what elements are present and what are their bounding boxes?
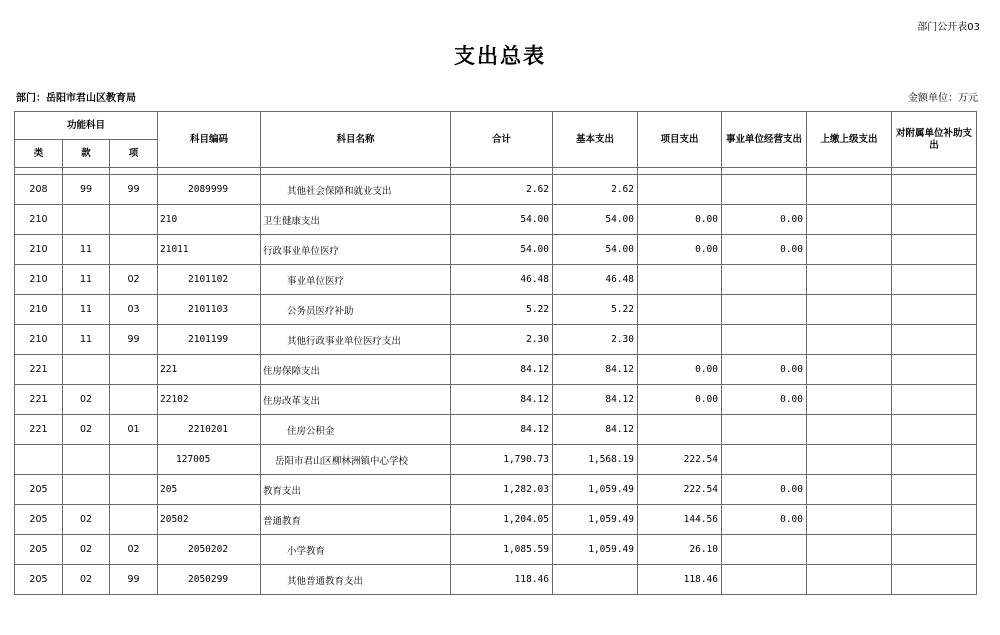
upper-cell (807, 415, 892, 445)
business-cell: 0.00 (722, 505, 807, 535)
upper-cell (807, 385, 892, 415)
table-row (15, 475, 977, 505)
table-row (15, 565, 977, 595)
kuan-cell (63, 475, 110, 505)
kuan-cell: 11 (63, 295, 110, 325)
kuan-cell: 02 (63, 415, 110, 445)
subsidy-cell (892, 325, 977, 355)
basic-cell: 84.12 (553, 415, 638, 445)
unit-label: 金额单位：万元 (908, 93, 978, 104)
name-cell: 行政事业单位医疗 (261, 235, 451, 265)
page-title: 支出总表 (454, 44, 546, 68)
header-func-subject: 功能科目 (15, 112, 158, 140)
total-cell: 2.62 (451, 175, 553, 205)
table-row (15, 265, 977, 295)
table-number-label: 部门公开表03 (917, 22, 980, 33)
basic-cell: 1,059.49 (553, 535, 638, 565)
lei-cell: 221 (15, 355, 63, 385)
subsidy-cell (892, 205, 977, 235)
code-cell: 2101102 (158, 265, 261, 295)
code-cell: 2210201 (158, 415, 261, 445)
expenditure-table (14, 111, 977, 595)
subsidy-cell (892, 475, 977, 505)
table-body (15, 168, 977, 595)
project-cell (638, 325, 722, 355)
subsidy-cell (892, 445, 977, 475)
subsidy-cell (892, 235, 977, 265)
name-cell: 住房公积金 (261, 415, 451, 445)
xiang-cell: 03 (110, 295, 158, 325)
header-lei: 类 (15, 140, 63, 168)
name-cell: 住房保障支出 (261, 355, 451, 385)
name-cell: 普通教育 (261, 505, 451, 535)
project-cell (638, 175, 722, 205)
lei-cell: 221 (15, 415, 63, 445)
name-cell: 公务员医疗补助 (261, 295, 451, 325)
header-project: 项目支出 (638, 112, 722, 168)
header-name: 科目名称 (261, 112, 451, 168)
name-cell: 卫生健康支出 (261, 205, 451, 235)
table-row (15, 175, 977, 205)
basic-cell: 1,568.19 (553, 445, 638, 475)
lei-cell: 210 (15, 205, 63, 235)
subsidy-cell (892, 265, 977, 295)
total-cell: 84.12 (451, 415, 553, 445)
business-cell (722, 295, 807, 325)
project-cell: 222.54 (638, 475, 722, 505)
basic-cell (553, 565, 638, 595)
total-cell: 5.22 (451, 295, 553, 325)
business-cell (722, 415, 807, 445)
upper-cell (807, 355, 892, 385)
kuan-cell (63, 205, 110, 235)
lei-cell (15, 445, 63, 475)
upper-cell (807, 235, 892, 265)
table-row (15, 445, 977, 475)
table-row (15, 415, 977, 445)
business-cell: 0.00 (722, 205, 807, 235)
subsidy-cell (892, 505, 977, 535)
code-cell: 2101103 (158, 295, 261, 325)
code-cell: 221 (158, 355, 261, 385)
project-cell: 0.00 (638, 235, 722, 265)
business-cell (722, 535, 807, 565)
header-basic: 基本支出 (553, 112, 638, 168)
name-cell: 教育支出 (261, 475, 451, 505)
total-cell: 84.12 (451, 385, 553, 415)
xiang-cell: 02 (110, 265, 158, 295)
lei-cell: 221 (15, 385, 63, 415)
header-upper: 上缴上级支出 (807, 112, 892, 168)
basic-cell: 1,059.49 (553, 505, 638, 535)
xiang-cell: 99 (110, 325, 158, 355)
total-cell: 84.12 (451, 355, 553, 385)
lei-cell: 210 (15, 235, 63, 265)
basic-cell: 1,059.49 (553, 475, 638, 505)
subsidy-cell (892, 535, 977, 565)
code-cell: 205 (158, 475, 261, 505)
xiang-cell (110, 205, 158, 235)
code-cell: 21011 (158, 235, 261, 265)
kuan-cell: 02 (63, 505, 110, 535)
lei-cell: 208 (15, 175, 63, 205)
business-cell (722, 445, 807, 475)
project-cell: 0.00 (638, 205, 722, 235)
upper-cell (807, 295, 892, 325)
lei-cell: 210 (15, 265, 63, 295)
project-cell: 118.46 (638, 565, 722, 595)
project-cell (638, 265, 722, 295)
subsidy-cell (892, 415, 977, 445)
name-cell: 事业单位医疗 (261, 265, 451, 295)
code-cell: 2050299 (158, 565, 261, 595)
subsidy-cell (892, 565, 977, 595)
kuan-cell: 99 (63, 175, 110, 205)
xiang-cell: 99 (110, 175, 158, 205)
kuan-cell: 02 (63, 535, 110, 565)
total-cell: 2.30 (451, 325, 553, 355)
lei-cell: 205 (15, 505, 63, 535)
basic-cell: 54.00 (553, 235, 638, 265)
project-cell (638, 415, 722, 445)
name-cell: 其他普通教育支出 (261, 565, 451, 595)
table-row (15, 385, 977, 415)
name-cell: 住房改革支出 (261, 385, 451, 415)
xiang-cell (110, 355, 158, 385)
code-cell: 210 (158, 205, 261, 235)
xiang-cell (110, 385, 158, 415)
upper-cell (807, 265, 892, 295)
header-spacer-row (15, 168, 977, 175)
upper-cell (807, 205, 892, 235)
header-total: 合计 (451, 112, 553, 168)
upper-cell (807, 535, 892, 565)
lei-cell: 205 (15, 535, 63, 565)
subsidy-cell (892, 355, 977, 385)
code-cell: 22102 (158, 385, 261, 415)
kuan-cell: 02 (63, 385, 110, 415)
project-cell: 222.54 (638, 445, 722, 475)
basic-cell: 54.00 (553, 205, 638, 235)
xiang-cell (110, 475, 158, 505)
code-cell: 20502 (158, 505, 261, 535)
code-cell: 2050202 (158, 535, 261, 565)
code-cell: 127005 (158, 445, 261, 475)
header-business: 事业单位经营支出 (722, 112, 807, 168)
business-cell: 0.00 (722, 235, 807, 265)
basic-cell: 2.62 (553, 175, 638, 205)
lei-cell: 210 (15, 325, 63, 355)
name-cell: 小学教育 (261, 535, 451, 565)
header-subsidy: 对附属单位补助支出 (892, 112, 977, 168)
upper-cell (807, 325, 892, 355)
total-cell: 1,282.03 (451, 475, 553, 505)
xiang-cell (110, 445, 158, 475)
table-row (15, 205, 977, 235)
subsidy-cell (892, 175, 977, 205)
total-cell: 118.46 (451, 565, 553, 595)
total-cell: 54.00 (451, 205, 553, 235)
subsidy-cell (892, 295, 977, 325)
department-label: 部门：岳阳市君山区教育局 (16, 93, 136, 104)
kuan-cell: 11 (63, 235, 110, 265)
code-cell: 2101199 (158, 325, 261, 355)
upper-cell (807, 475, 892, 505)
name-cell: 其他社会保障和就业支出 (261, 175, 451, 205)
upper-cell (807, 175, 892, 205)
total-cell: 1,085.59 (451, 535, 553, 565)
upper-cell (807, 505, 892, 535)
upper-cell (807, 565, 892, 595)
project-cell: 0.00 (638, 385, 722, 415)
xiang-cell: 99 (110, 565, 158, 595)
business-cell: 0.00 (722, 385, 807, 415)
project-cell: 0.00 (638, 355, 722, 385)
code-cell: 2089999 (158, 175, 261, 205)
table-row (15, 325, 977, 355)
header-xiang: 项 (110, 140, 158, 168)
xiang-cell: 01 (110, 415, 158, 445)
name-cell: 其他行政事业单位医疗支出 (261, 325, 451, 355)
table-row (15, 295, 977, 325)
business-cell (722, 175, 807, 205)
basic-cell: 84.12 (553, 355, 638, 385)
lei-cell: 205 (15, 475, 63, 505)
basic-cell: 84.12 (553, 385, 638, 415)
total-cell: 46.48 (451, 265, 553, 295)
table-row (15, 355, 977, 385)
business-cell: 0.00 (722, 475, 807, 505)
kuan-cell (63, 445, 110, 475)
business-cell: 0.00 (722, 355, 807, 385)
lei-cell: 205 (15, 565, 63, 595)
kuan-cell (63, 355, 110, 385)
business-cell (722, 565, 807, 595)
header-kuan: 款 (63, 140, 110, 168)
xiang-cell: 02 (110, 535, 158, 565)
project-cell: 144.56 (638, 505, 722, 535)
header-code: 科目编码 (158, 112, 261, 168)
name-cell: 岳阳市君山区柳林洲镇中心学校 (261, 445, 451, 475)
kuan-cell: 02 (63, 565, 110, 595)
basic-cell: 46.48 (553, 265, 638, 295)
project-cell (638, 295, 722, 325)
total-cell: 54.00 (451, 235, 553, 265)
subsidy-cell (892, 385, 977, 415)
kuan-cell: 11 (63, 265, 110, 295)
total-cell: 1,790.73 (451, 445, 553, 475)
table-row (15, 535, 977, 565)
business-cell (722, 325, 807, 355)
table-row (15, 505, 977, 535)
total-cell: 1,204.05 (451, 505, 553, 535)
upper-cell (807, 445, 892, 475)
business-cell (722, 265, 807, 295)
kuan-cell: 11 (63, 325, 110, 355)
basic-cell: 5.22 (553, 295, 638, 325)
lei-cell: 210 (15, 295, 63, 325)
xiang-cell (110, 505, 158, 535)
table-row (15, 235, 977, 265)
basic-cell: 2.30 (553, 325, 638, 355)
project-cell: 26.10 (638, 535, 722, 565)
xiang-cell (110, 235, 158, 265)
